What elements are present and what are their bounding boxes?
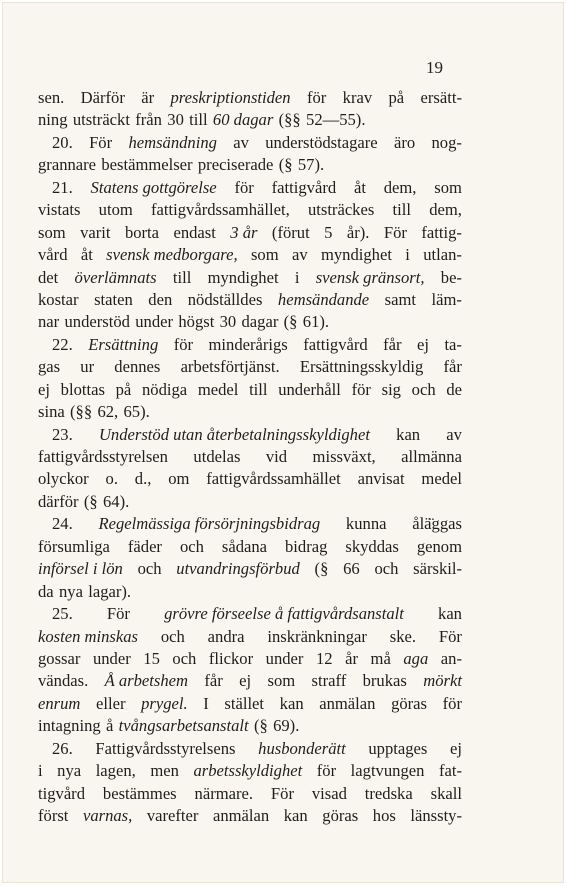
word: arbetsförtjänst. [180, 357, 280, 377]
word: kan [283, 806, 308, 825]
word: fattigvård [303, 334, 368, 354]
word: som [250, 245, 279, 265]
word: under [265, 648, 304, 668]
word: (§ [283, 312, 298, 332]
word: 62, [97, 402, 119, 422]
word: sig [381, 379, 401, 399]
word: myndighet [207, 267, 279, 287]
word: det [38, 267, 59, 287]
word: varit [80, 222, 111, 242]
word: gossar [38, 648, 81, 668]
text-line [38, 267, 462, 289]
word: skyddas [345, 536, 399, 556]
word: ning [38, 110, 68, 130]
word: Ersättningsskyldig [299, 357, 424, 377]
word: stället [224, 693, 265, 713]
word: kostar [38, 289, 79, 309]
word: särskil- [413, 559, 462, 579]
word: inskränkningar [267, 626, 367, 646]
word: läm- [431, 289, 462, 309]
word: och [137, 559, 162, 579]
word: och [160, 626, 185, 646]
word: 30 [167, 110, 184, 130]
word: ta- [444, 334, 462, 354]
text-line [38, 87, 462, 109]
word: 57). [297, 155, 325, 175]
word: understödstagare [265, 132, 378, 152]
word: För [89, 132, 113, 152]
italic-term: Regelmässiga försörjningsbidrag [98, 514, 321, 534]
word: bestämmelser [101, 155, 193, 175]
word: grannare [38, 155, 97, 175]
word: missväxt, [312, 447, 376, 466]
word: 12 [315, 648, 333, 668]
word: lagtvungen [350, 761, 425, 781]
italic-term: grövre förseelse å fattigvårdsanstalt [164, 604, 404, 624]
word: 52—55). [306, 110, 366, 130]
word: närmare. [194, 783, 254, 803]
word: visad [311, 783, 347, 803]
word: nya [58, 581, 83, 601]
word: (§ [314, 559, 329, 579]
text-line [38, 760, 462, 782]
italic-term: svensk medborgare, [106, 245, 238, 265]
word: ålä̈ggas [412, 514, 462, 534]
word: ej [450, 738, 462, 758]
word: åt [80, 245, 93, 265]
word: medel [421, 469, 462, 489]
text-line [38, 446, 462, 468]
text-line [38, 199, 462, 221]
word: 21. [52, 177, 73, 197]
document-page [2, 2, 564, 883]
text-line [38, 513, 462, 535]
word: preciserade [197, 155, 274, 175]
word: den [148, 289, 173, 309]
text-line [38, 491, 462, 513]
word: vid [265, 447, 288, 466]
word: de [446, 379, 462, 399]
text-line [38, 670, 462, 692]
word: myndighet [320, 245, 392, 265]
word: dem, [429, 200, 462, 220]
text-line [38, 648, 462, 670]
word: kan [279, 693, 304, 713]
word: tigvård [38, 783, 86, 803]
italic-term: mörkt [423, 671, 462, 691]
word: d., [134, 469, 152, 489]
word: 5 [324, 222, 333, 242]
word: underhåll [278, 379, 341, 399]
word: som [434, 177, 462, 197]
word: sen. [38, 88, 65, 107]
word: må [370, 648, 391, 668]
word: är [141, 88, 155, 107]
word: kunna [345, 514, 387, 534]
word: skall [430, 783, 462, 803]
word: och [179, 536, 204, 556]
italic-term: prygel. [141, 693, 188, 713]
word: ej [239, 671, 252, 691]
word: anmälan [212, 806, 270, 825]
word: För [383, 222, 407, 242]
word: göras [322, 806, 359, 825]
word: och [374, 559, 399, 579]
italic-term: överlämnats [74, 267, 157, 287]
word: äro [393, 132, 416, 152]
word: och [172, 648, 197, 668]
word: borta [124, 222, 160, 242]
word: 61). [302, 312, 330, 332]
word: av [446, 424, 462, 444]
word: av [233, 132, 249, 152]
italic-term: hemsändande [277, 289, 370, 309]
word: lagar). [88, 581, 132, 601]
word: (§ [278, 155, 293, 175]
word: högst [178, 312, 215, 332]
italic-term: kosten minskas [38, 626, 139, 646]
italic-term: varnas, [82, 806, 133, 825]
word: 69). [273, 716, 300, 736]
text-line [38, 738, 462, 760]
word: nödställdes [187, 289, 263, 309]
word: fäder [127, 536, 162, 556]
word: för [442, 693, 462, 713]
word: år [345, 648, 359, 668]
italic-term: husbonderätt [258, 738, 346, 758]
word: utsträckes [307, 200, 375, 220]
word: tredska [364, 783, 413, 803]
word: I [203, 693, 209, 713]
word: fattigvårdssamhället, [151, 200, 290, 220]
word: å [105, 716, 114, 736]
text-line [38, 401, 462, 423]
italic-term: tvångsarbetsanstalt [118, 716, 249, 736]
italic-term: arbetsskyldighet [193, 761, 303, 781]
word: flickor [208, 648, 254, 668]
word: under [135, 312, 174, 332]
text-line [38, 715, 462, 737]
word: an- [440, 648, 462, 668]
text-line [38, 693, 462, 715]
italic-term: införsel i lön [38, 559, 123, 579]
word: som [38, 222, 66, 242]
word: nog- [431, 132, 462, 152]
italic-term: 3 år [230, 222, 258, 242]
text-line [38, 311, 462, 333]
word: får [443, 357, 462, 377]
word: 25. [52, 604, 73, 624]
italic-term: hemsändning [128, 132, 217, 152]
word: understöd [64, 312, 130, 332]
word: till [392, 200, 411, 220]
word: 23. [52, 424, 73, 444]
text-line [38, 334, 462, 356]
word: 26. [52, 738, 73, 758]
word: fattigvård [271, 177, 337, 197]
word: anvisat [357, 469, 405, 489]
word: ur [80, 357, 95, 377]
word: 22. [52, 334, 73, 354]
word: straff [311, 671, 347, 691]
word: kan [396, 424, 421, 444]
italic-term: Å arbetshem [104, 671, 189, 691]
word: utlan- [423, 245, 462, 265]
word: utdelas [193, 447, 241, 466]
word: i [294, 267, 300, 287]
word: För [106, 604, 130, 624]
text-line [38, 581, 462, 603]
word: (§ [253, 716, 268, 736]
word: om [168, 469, 190, 489]
word: för [351, 379, 371, 399]
word: staten [94, 289, 133, 309]
word: länssty- [410, 806, 462, 825]
word: för [173, 334, 194, 354]
word: bidrag [285, 536, 328, 556]
word: gas [38, 357, 61, 377]
word: Därför [80, 88, 125, 107]
word: 64). [102, 491, 130, 511]
text-line [38, 109, 462, 131]
word: göras [391, 693, 428, 713]
word: Fattigvårdsstyrelsens [95, 738, 236, 758]
word: intagning [38, 716, 101, 736]
word: minderårigs [208, 334, 288, 354]
word: för [316, 761, 337, 781]
word: ersätt- [420, 88, 462, 107]
word: på [388, 88, 405, 107]
italic-term: 60 dagar [212, 110, 274, 130]
word: olyckor [38, 469, 89, 489]
word: o. [105, 469, 118, 489]
word: nya [57, 761, 82, 781]
word: i [405, 245, 410, 265]
word: (förut [271, 222, 310, 242]
word: dem, [383, 177, 417, 197]
word: ske. [389, 626, 417, 646]
word: får [383, 334, 402, 354]
word: För [270, 783, 294, 803]
text-line [38, 132, 462, 154]
italic-term: aga [403, 648, 429, 668]
word: nar [38, 312, 60, 332]
word: av [291, 245, 308, 265]
word: i [38, 761, 43, 781]
word: nödiga [141, 379, 188, 399]
word: krav [342, 88, 373, 107]
italic-term: enrum [38, 693, 81, 713]
word: anmälan [319, 693, 376, 713]
word: först [38, 806, 69, 825]
word: men [150, 761, 179, 781]
word: dennes [114, 357, 161, 377]
word: år). [346, 222, 370, 242]
word: försumliga [38, 536, 110, 556]
word: till [249, 379, 268, 399]
word: hos [372, 806, 396, 825]
word: endast [173, 222, 216, 242]
word: da [38, 581, 54, 601]
page-number: 19 [426, 58, 443, 77]
word: medel [197, 379, 239, 399]
word: därför [38, 491, 79, 511]
word: får [204, 671, 223, 691]
word: bestämmes [102, 783, 177, 803]
word: från [135, 110, 162, 130]
text-line [38, 356, 462, 378]
text-line [38, 536, 462, 558]
word: fattig- [421, 222, 462, 242]
word: sina [38, 402, 65, 422]
italic-term: preskriptionstiden [170, 88, 291, 107]
word: fattigvårdsstyrelsen [38, 447, 168, 466]
word: (§§ [70, 402, 93, 422]
word: lagen, [95, 761, 136, 781]
word: samt [384, 289, 417, 309]
word: under [92, 648, 131, 668]
word: vändas. [38, 671, 89, 691]
word: åt [353, 177, 366, 197]
word: 15 [143, 648, 160, 668]
word: 30 [219, 312, 237, 332]
italic-term: Understöd utan återbetalningsskyldighet [98, 424, 370, 444]
word: genom [416, 536, 462, 556]
word: för [234, 177, 254, 197]
word: andra [207, 626, 245, 646]
word: 24. [52, 514, 73, 534]
word: 66 [343, 559, 360, 579]
text-line [38, 244, 462, 266]
word: ej [38, 379, 50, 399]
text-line [38, 805, 462, 827]
body-text [38, 87, 462, 827]
word: fattigvårdssamhället [206, 469, 341, 489]
text-line [38, 177, 462, 199]
word: utom [98, 200, 133, 220]
word: på [115, 379, 132, 399]
word: brukas [362, 671, 407, 691]
word: vård [38, 245, 68, 265]
word: (§ [83, 491, 98, 511]
word: till [172, 267, 192, 287]
text-line [38, 468, 462, 490]
word: blottas [60, 379, 105, 399]
word: 65). [123, 402, 150, 422]
word: till [189, 110, 208, 130]
word: vistats [38, 200, 81, 220]
word: För [438, 626, 462, 646]
word: eller [96, 693, 126, 713]
text-line [38, 222, 462, 244]
word: dagar [241, 312, 279, 332]
italic-term: Statens gottgörelse [90, 177, 217, 197]
word: 20. [52, 132, 73, 152]
text-line [38, 379, 462, 401]
word: för [306, 88, 327, 107]
word: kan [438, 604, 462, 624]
word: (§§ [278, 110, 301, 130]
word: allmänna [401, 447, 462, 466]
text-line [38, 154, 462, 176]
italic-term: Ersättning [88, 334, 159, 354]
word: och [411, 379, 436, 399]
word: be- [440, 267, 462, 287]
word: ej [417, 334, 429, 354]
word: sådana [221, 536, 268, 556]
text-line [38, 289, 462, 311]
text-line [38, 603, 462, 625]
text-line [38, 424, 462, 446]
word: utsträckt [72, 110, 130, 130]
text-line [38, 783, 462, 805]
word: som [267, 671, 296, 691]
italic-term: utvandringsförbud [176, 559, 300, 579]
italic-term: svensk gränsort, [315, 267, 425, 287]
text-line [38, 558, 462, 580]
word: varefter [146, 806, 199, 825]
word: fat- [438, 761, 462, 781]
text-line [38, 626, 462, 648]
word: upptages [368, 738, 428, 758]
